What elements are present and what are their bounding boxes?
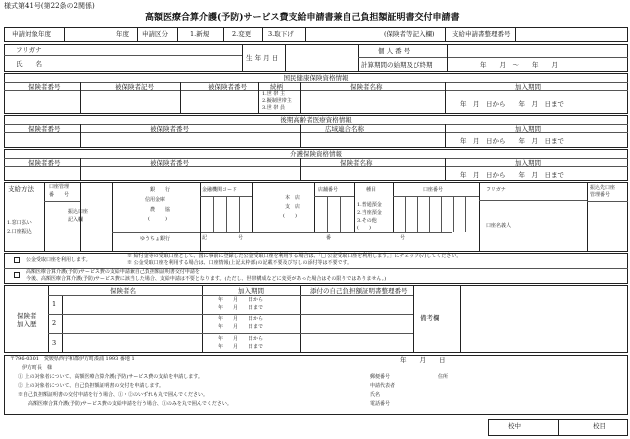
mayor: 伊方町長 様: [22, 365, 53, 371]
rel-member[interactable]: 3.世 帯 員: [262, 105, 285, 111]
kokuho-period-value: 年 月 日から 年 月 日まで: [460, 100, 564, 108]
target-year-label: 申請対象年度: [12, 30, 51, 38]
form-number: 様式第41号(第22条の2関係): [4, 2, 95, 10]
remarks-label: 備考欄: [420, 314, 440, 322]
go2-label: 号: [400, 235, 406, 241]
branch-sub[interactable]: 支 店: [285, 204, 301, 210]
review-2: 校目: [593, 422, 606, 430]
personal-no-label: 個 人 番 号: [378, 47, 411, 55]
fin-code-label: 金融機関コード: [202, 187, 238, 193]
public-account-checkbox[interactable]: [14, 257, 20, 263]
family-row-3-no: 3: [52, 339, 57, 347]
family-row-3-from: 年 月 日から: [218, 336, 264, 342]
dep-other[interactable]: 3.その他: [357, 218, 377, 224]
kaigo-number: 被保険者番号: [150, 159, 189, 167]
yucho-label: ゆうちょ銀行: [140, 236, 171, 242]
family-side-2: 加入歴: [17, 320, 37, 328]
apply-date: 年 月 日: [400, 356, 446, 364]
category-new[interactable]: 1.新規: [190, 30, 210, 38]
dep-current[interactable]: 2.当座預金: [357, 210, 382, 216]
address-label: 住所: [438, 374, 449, 380]
transfer-label-2: 記入欄: [68, 217, 84, 223]
name-label: 氏 名: [16, 60, 42, 68]
period-value: 年 月 〜 年 月: [480, 61, 558, 69]
family-row-1-from: 年 月 日から: [218, 297, 264, 303]
public-note-2: ※ 公金受取口座を利用する場合は、口座情報(上記太枠部)の記載不要及び写しの添付等は不要です。: [127, 260, 353, 266]
col-cert: 添付の自己負担額証明書整理番号: [310, 287, 408, 295]
address: 〒796-0301 愛媛県西宇和郡伊方町湊浦 1993 番地 1: [10, 356, 135, 362]
postal-label: 郵便番号: [370, 374, 391, 380]
holder-field[interactable]: [520, 202, 586, 250]
branch-main[interactable]: 本 店: [285, 195, 301, 201]
period-label: 計算期間の始期及び終期: [361, 61, 433, 69]
future-apply-2: 今後、高額医療合算介護(予防)サービス費に該当した場合、支給申請は不要となります。(ただし、世帯構成などに変更があった場合はその限りではありません。): [26, 276, 387, 282]
kokuho-number: 被保険者番号: [208, 83, 247, 91]
method-label: 支給方法: [8, 185, 34, 193]
rel-head[interactable]: 1.世 帯 主: [262, 91, 285, 97]
public-account-option: 公金受取口座を利用します。: [26, 257, 91, 263]
store-no-label: 店舗番号: [318, 187, 339, 193]
ki-label: 記: [202, 235, 208, 241]
holder-label: 口座名義人: [486, 223, 512, 229]
kaigo-insurer-no: 保険者番号: [28, 159, 61, 167]
method-counter[interactable]: 1.窓口払い: [7, 220, 32, 226]
kokuho-relation: 続柄: [270, 83, 283, 91]
kaigo-join-period: 加入期間: [515, 159, 541, 167]
future-apply-1: 高額医療合算介護(予防)サービス費の支給申請兼自己負担額証明書交付申請を: [26, 269, 200, 275]
prev-account-2: 管理番号: [590, 192, 611, 198]
kokuho-insurer-name: 保険者名称: [350, 83, 383, 91]
applicant-info-field[interactable]: [410, 372, 620, 412]
payment-no-label: 支給申請書整理番号: [452, 30, 511, 38]
phone-label: 電話番号: [370, 401, 391, 407]
kokuho-symbol: 被保険者記号: [115, 83, 154, 91]
review-1: 校中: [508, 422, 521, 430]
account-label-2: 番 号: [49, 192, 70, 198]
dep-other-paren: ( ): [357, 225, 371, 231]
category-withdraw[interactable]: 3.取下げ: [268, 30, 294, 38]
bank-type-noukyou[interactable]: 農 協: [150, 207, 171, 213]
kouki-insurer-no: 保険者番号: [28, 125, 61, 133]
payment-no-field[interactable]: [517, 28, 627, 41]
furigana-label: フリガナ: [16, 46, 42, 54]
family-row-2-to: 年 月 日まで: [218, 324, 264, 330]
applicant-rep-label: 申請代表者: [370, 383, 396, 389]
birth-label: 生 年 月 日: [246, 54, 279, 62]
bank-type-bank[interactable]: 銀 行: [150, 187, 171, 193]
account-label: 口座管理: [49, 184, 70, 190]
kouki-header: 後期高齢者医療資格情報: [280, 116, 352, 124]
statement-4: 高額医療合算介護(予防)サービス費の支給申請を行う場合、①のみを丸で囲んでください。: [28, 401, 232, 407]
family-row-2-no: 2: [52, 319, 57, 327]
ban-label: 番: [326, 235, 332, 241]
kaigo-period-value: 年 月 日から 年 月 日まで: [460, 171, 564, 179]
personal-no-field[interactable]: [449, 45, 627, 56]
year-unit: 年度: [116, 30, 129, 38]
statement-3: ※自己負担額証明書の交付申請を行う場合、①・②のいずれも丸で囲んでください。: [18, 392, 209, 398]
col-insurer: 保険者名: [110, 287, 136, 295]
kouki-union-name: 広域連合名称: [325, 125, 364, 133]
kaigo-header: 介護保険資格情報: [290, 150, 342, 158]
family-row-2-from: 年 月 日から: [218, 316, 264, 322]
bank-type-shinkin[interactable]: 信用金庫: [145, 197, 166, 203]
statement-1: ① 上の対象者について、高額医療合算介護(予防)サービス費の支給を申請します。: [18, 374, 203, 380]
holder-furigana: フリガナ: [486, 187, 506, 193]
kokuho-header: 国民健康保険資格情報: [283, 74, 349, 82]
dep-ordinary[interactable]: 1.普通預金: [357, 202, 382, 208]
go-label: 号: [238, 235, 244, 241]
kouki-number: 被保険者番号: [150, 125, 189, 133]
family-row-1-to: 年 月 日まで: [218, 305, 264, 311]
birth-field[interactable]: [287, 46, 357, 70]
family-side-1: 保険者: [17, 312, 37, 320]
family-row-3-to: 年 月 日まで: [218, 344, 264, 350]
insurer-note: (保険者等記入欄): [384, 30, 435, 38]
future-apply-checkbox[interactable]: [14, 272, 20, 278]
kouki-period-value: 年 月 日から 年 月 日まで: [460, 137, 564, 145]
page-title: 高額医療合算介護(予防)サービス費支給申請書兼自己負担額証明書交付申請書: [145, 13, 460, 23]
method-transfer[interactable]: 2.口座振込: [7, 229, 32, 235]
branch-other: ( ): [283, 213, 297, 219]
account-no-label: 口座番号: [423, 187, 444, 193]
kokuho-join-period: 加入期間: [515, 83, 541, 91]
category-change[interactable]: 2.変更: [232, 30, 252, 38]
family-row-1-no: 1: [52, 300, 57, 308]
col-period: 加入期間: [238, 287, 264, 295]
bank-type-other: ( ): [148, 216, 167, 222]
deposit-type-label: 種目: [366, 187, 377, 193]
public-note-1: ※ 給付金等の受取口座として、国に事前に登録した公金受取口座を利用する場合は、「□ 公金受取口座を利用します。」にチェック(✓)してください。: [127, 253, 462, 259]
kouki-join-period: 加入期間: [515, 125, 541, 133]
rel-quasi[interactable]: 2.擬制世帯主: [262, 98, 292, 104]
prev-account-1: 振込先口座: [590, 185, 616, 191]
transfer-label-1: 振込口座: [68, 209, 89, 215]
statement-2: ② 上の対象者について、自己負担額証明書の交付を申請します。: [18, 383, 164, 389]
kokuho-insurer-no: 保険者番号: [28, 83, 61, 91]
name-field[interactable]: [60, 56, 240, 71]
target-year-field[interactable]: [66, 28, 111, 41]
name-label-footer: 氏名: [370, 392, 381, 398]
category-label: 申請区分: [142, 30, 168, 38]
kaigo-insurer-name: 保険者名称: [340, 159, 373, 167]
